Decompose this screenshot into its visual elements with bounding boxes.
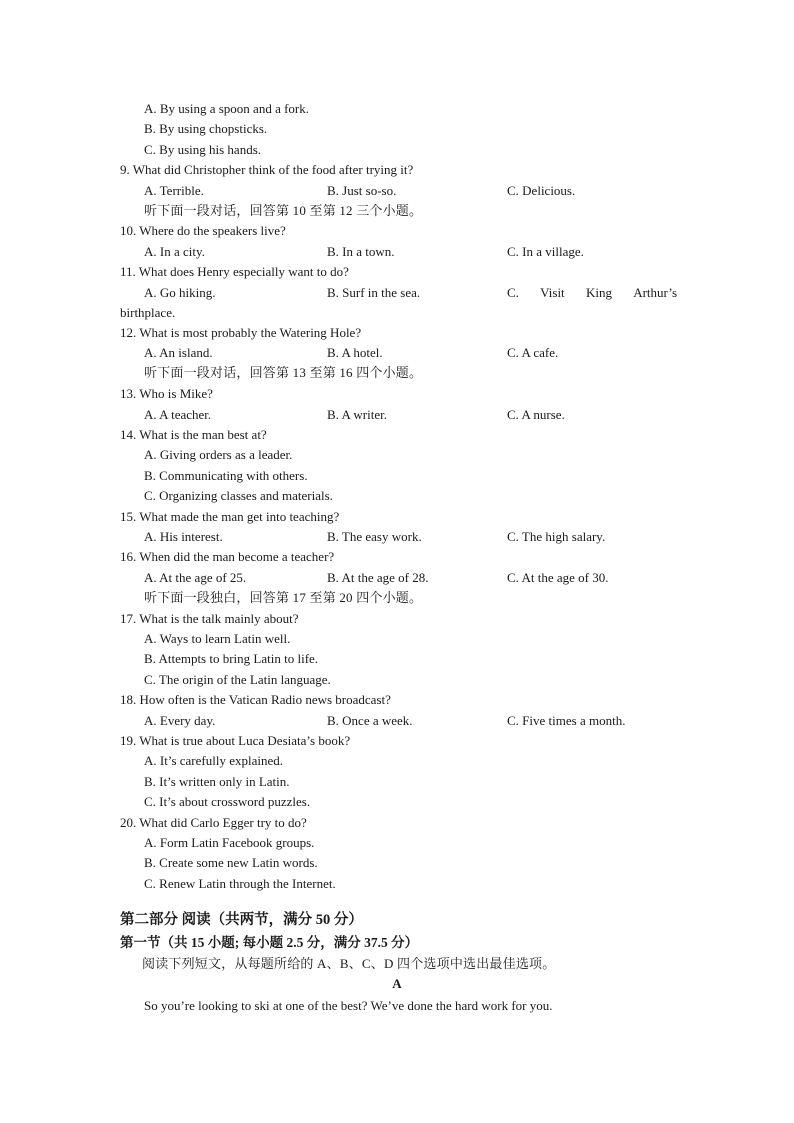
q16-option-c: C. At the age of 30. [507,570,609,585]
question-11: 11. What does Henry especially want to do? [120,264,349,279]
q8-option-a: A. By using a spoon and a fork. [144,101,310,116]
section-one-heading: 第一节（共 15 小题; 每小题 2.5 分，满分 37.5 分） [120,935,419,950]
q9-option-c: C. Delicious. [507,183,576,198]
q14-option-c: C. Organizing classes and materials. [144,488,333,503]
q12-option-a: A. An island. [144,345,213,360]
q9-option-b: B. Just so-so. [327,183,397,198]
q11-option-c [507,285,677,301]
q13-option-a: A. A teacher. [144,407,212,422]
question-18: 18. How often is the Vatican Radio news broadcast? [120,692,391,707]
part-two-heading: 第二部分 阅读（共两节，满分 50 分） [120,912,363,928]
instruction-q10-12: 听下面一段对话，回答第 10 至第 12 三个小题。 [144,203,423,218]
question-14: 14. What is the man best at? [120,427,267,442]
q11-option-c-continued: birthplace. [120,305,176,320]
q19-option-b: B. It’s written only in Latin. [144,774,290,789]
question-20: 20. What did Carlo Egger try to do? [120,815,307,830]
q11-option-a: A. Go hiking. [144,285,216,300]
q11-option-c-word: King [585,285,612,300]
q9-option-a: A. Terrible. [144,183,204,198]
q8-option-b: B. By using chopsticks. [144,121,268,136]
q20-option-c: C. Renew Latin through the Internet. [144,876,336,891]
instruction-q17-20: 听下面一段独白，回答第 17 至第 20 四个小题。 [144,590,423,605]
q10-option-c: C. In a village. [507,244,584,259]
q14-option-a: A. Giving orders as a leader. [144,447,293,462]
q18-option-b: B. Once a week. [327,713,413,728]
question-10: 10. Where do the speakers live? [120,223,286,238]
q15-option-a: A. His interest. [144,529,223,544]
q17-option-c: C. The origin of the Latin language. [144,672,331,687]
question-13: 13. Who is Mike? [120,386,213,401]
q20-option-a: A. Form Latin Facebook groups. [144,835,315,850]
q10-option-a: A. In a city. [144,244,205,259]
q19-option-a: A. It’s carefully explained. [144,753,283,768]
q11-option-c-word: Visit [540,285,565,300]
q11-option-c-word: Arthur’s [633,285,677,300]
q16-option-a: A. At the age of 25. [144,570,247,585]
q18-option-c: C. Five times a month. [507,713,626,728]
q17-option-b: B. Attempts to bring Latin to life. [144,651,319,666]
q15-option-b: B. The easy work. [327,529,422,544]
passage-first-line: So you’re looking to ski at one of the best? We’ve done the hard work for you. [144,998,553,1013]
q19-option-c: C. It’s about crossword puzzles. [144,794,311,809]
q16-option-b: B. At the age of 28. [327,570,429,585]
question-12: 12. What is most probably the Watering Hole? [120,325,362,340]
q8-option-c: C. By using his hands. [144,142,262,157]
question-17: 17. What is the talk mainly about? [120,611,299,626]
question-9: 9. What did Christopher think of the food after trying it? [120,162,414,177]
instruction-q13-16: 听下面一段对话，回答第 13 至第 16 四个小题。 [144,365,423,380]
q18-option-a: A. Every day. [144,713,216,728]
q12-option-b: B. A hotel. [327,345,383,360]
reading-instruction: 阅读下列短文，从每题所给的 A、B、C、D 四个选项中选出最佳选项。 [142,956,556,971]
q11-option-b: B. Surf in the sea. [327,285,421,300]
q17-option-a: A. Ways to learn Latin well. [144,631,291,646]
question-15: 15. What made the man get into teaching? [120,509,340,524]
q12-option-c: C. A cafe. [507,345,559,360]
question-16: 16. When did the man become a teacher? [120,549,335,564]
q14-option-b: B. Communicating with others. [144,468,308,483]
q13-option-b: B. A writer. [327,407,387,422]
q10-option-b: B. In a town. [327,244,395,259]
q20-option-b: B. Create some new Latin words. [144,855,318,870]
q11-option-c-word: C. [507,285,519,300]
q13-option-c: C. A nurse. [507,407,565,422]
question-19: 19. What is true about Luca Desiata’s book? [120,733,351,748]
passage-label: A [392,976,402,991]
q15-option-c: C. The high salary. [507,529,606,544]
